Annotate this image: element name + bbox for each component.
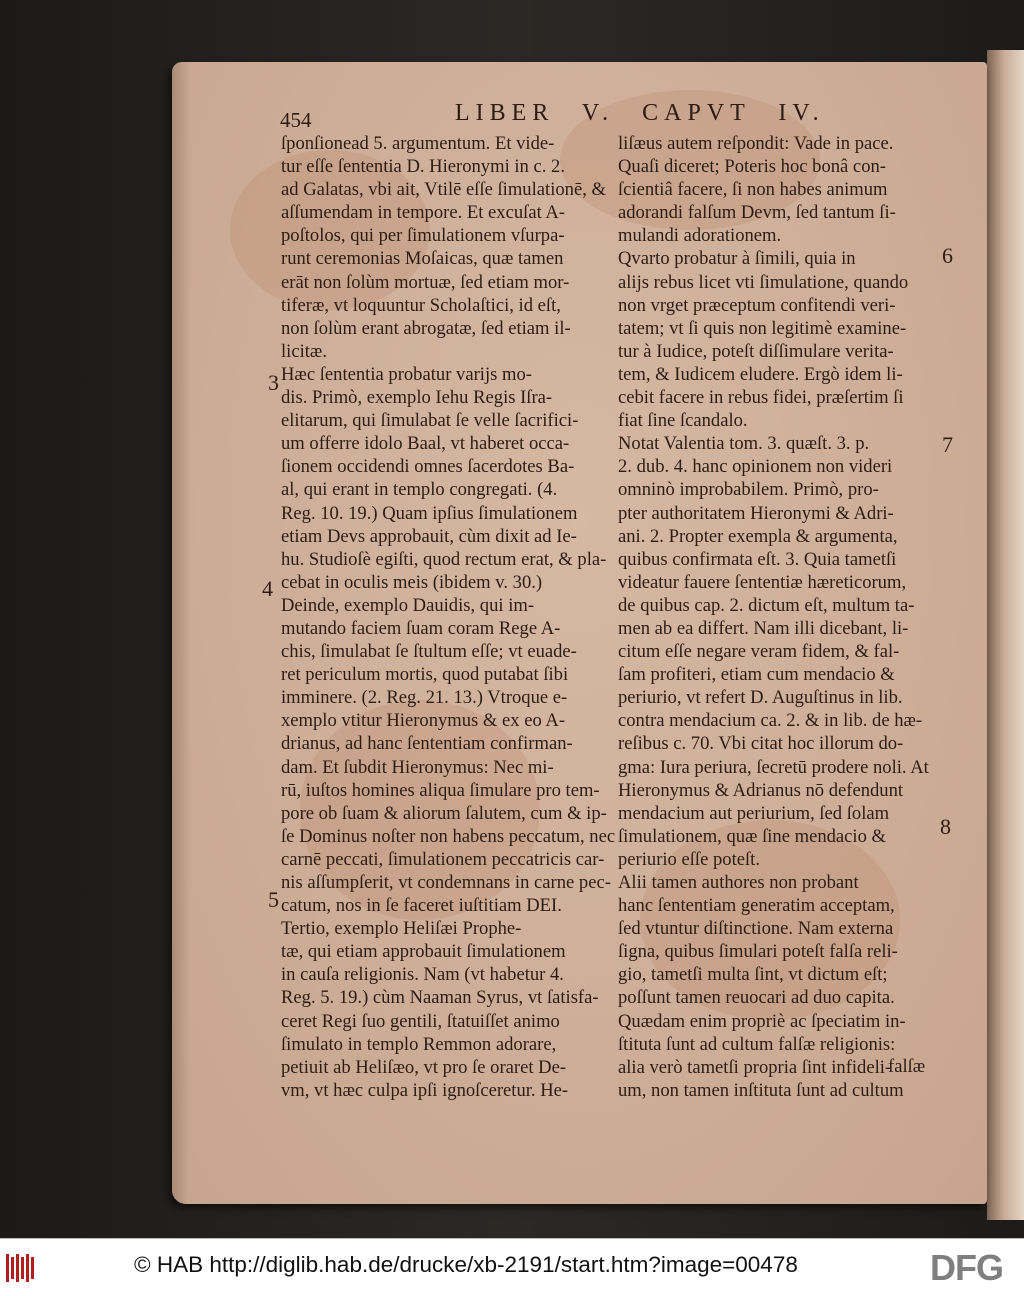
text-line: ceret Regi ſuo gentili, ſtatuiſſet animo <box>281 1010 560 1032</box>
text-line: elitarum, qui ſimulabat ſe velle ſacrifici- <box>281 410 579 432</box>
text-line: men ab ea differt. Nam illi dicebant, li- <box>618 617 909 639</box>
text-line: Quædam enim propriè ac ſpeciatim in- <box>618 1010 906 1032</box>
text-line: ſponſionead 5. argumentum. Et vide- <box>281 133 555 154</box>
text-line: omninò improbabilem. Primò, pro- <box>618 479 879 501</box>
dfg-logo: DFG <box>930 1247 1003 1288</box>
hab-logo-icon <box>6 1254 38 1282</box>
text-line: cebit facere in rebus fidei, præſertim ſi <box>618 387 904 409</box>
text-line: ſe Dominus noſter non habens peccatum, nec <box>281 825 616 847</box>
text-line: de quibus cap. 2. dictum eſt, multum ta- <box>618 594 915 616</box>
text-line: ani. 2. Propter exempla & argumenta, <box>618 525 898 547</box>
text-line: ad Galatas, vbi ait, Vtilē eſſe ſimulationē, & <box>281 179 606 201</box>
text-line: catum, nos in ſe faceret iuſtitiam DEI. <box>281 895 562 917</box>
text-line: um offerre idolo Baal, vt haberet occa- <box>281 433 570 455</box>
text-line: alia verò tametſi propria ſint infideli- <box>618 1056 892 1078</box>
text-line: licitæ. <box>281 340 327 362</box>
text-line: Qvarto probatur à ſimili, quia in <box>618 248 856 270</box>
text-line: poſtolos, qui per ſimulationem vſurpa- <box>281 225 565 247</box>
text-line: Quaſi diceret; Poteris hoc bonâ con- <box>618 156 886 178</box>
text-line: contra mendacium ca. 2. & in lib. de hæ- <box>618 710 923 732</box>
text-line: rū, iuſtos homines aliqua ſimulare pro tem- <box>281 779 600 801</box>
text-line: ſtituta ſunt ad cultum falſæ religionis: <box>618 1033 896 1055</box>
text-line: alijs rebus licet vti ſimulatione, quando <box>618 271 909 293</box>
text-line: hu. Studioſè egiſti, quod rectum erat, & pla- <box>281 548 607 570</box>
text-line: petiuit ab Heliſæo, vt pro ſe oraret De- <box>281 1056 567 1078</box>
text-line: dis. Primò, exemplo Iehu Regis Iſra- <box>281 387 553 409</box>
footer-credit: © HAB http://diglib.hab.de/drucke/xb-2191/start.htm?image=00478 <box>134 1252 798 1277</box>
text-line: cebat in oculis meis (ibidem v. 30.) <box>281 571 543 593</box>
text-line: ret periculum mortis, quod putabat ſibi <box>281 664 569 686</box>
text-line: Reg. 10. 19.) Quam ipſius ſimulationem <box>281 502 578 524</box>
text-line: ſimulationem, quæ ſine mendacio & <box>618 825 887 847</box>
text-line: dam. Et ſubdit Hieronymus: Nec mi- <box>281 756 554 778</box>
margin-number: 6 <box>942 243 953 268</box>
page-number: 454 <box>280 108 312 132</box>
text-line: chis, ſimulabat ſe ſtultum eſſe; vt euade- <box>281 641 577 663</box>
text-line: imminere. (2. Reg. 21. 13.) Vtroque e- <box>281 687 568 709</box>
running-header: LIBER V. CAPVT IV. <box>455 100 825 126</box>
text-line: mendacium aut periurium, ſed ſolam <box>618 802 890 824</box>
text-line: non ſolùm erant abrogatæ, ſed etiam il- <box>281 317 571 339</box>
text-line: pter authoritatem Hieronymi & Adri- <box>618 502 894 524</box>
text-line: carnē peccati, ſimulationem peccatricis car- <box>281 848 605 870</box>
text-line: pore ob ſuam & aliorum ſalutem, cum & ip- <box>281 802 607 824</box>
margin-number: 3 <box>268 370 279 395</box>
text-line: Tertio, exemplo Heliſæi Prophe- <box>281 918 522 940</box>
margin-number: 8 <box>940 814 951 839</box>
text-line: in cauſa religionis. Nam (vt habetur 4. <box>281 964 564 986</box>
text-line: 2. dub. 4. hanc opinionem non videri <box>618 456 893 478</box>
text-line: Hieronymus & Adrianus nō defendunt <box>618 779 904 801</box>
margin-number: 5 <box>268 887 279 912</box>
text-line: vm, vt hæc culpa ipſi ignoſceretur. He- <box>281 1079 569 1101</box>
text-line: ſigna, quibus ſimulari poteſt falſa reli- <box>618 941 898 963</box>
text-line: periurio eſſe poteſt. <box>618 848 760 870</box>
text-line: Deinde, exemplo Dauidis, qui im- <box>281 594 535 616</box>
margin-number: 4 <box>262 576 273 601</box>
text-line: etiam Devs approbauit, cùm dixit ad Ie- <box>281 525 577 547</box>
text-line: Notat Valentia tom. 3. quæſt. 3. p. <box>618 433 870 455</box>
text-line: mutando faciem ſuam coram Rege A- <box>281 617 561 639</box>
text-line: tiferæ, vt loquuntur Scholaſtici, id eſt, <box>281 294 561 316</box>
text-line: runt ceremonias Moſaicas, quæ tamen <box>281 248 564 270</box>
text-line: tem, & Iudicem eludere. Ergò idem li- <box>618 363 903 385</box>
footer-bar <box>0 1238 1024 1296</box>
catchword: falſæ <box>888 1056 926 1077</box>
text-line: tæ, qui etiam approbauit ſimulationem <box>281 941 566 963</box>
text-line: Alii tamen authores non probant <box>618 872 859 893</box>
text-line: liſæus autem reſpondit: Vade in pace. <box>618 133 894 154</box>
text-line: ſcientiâ facere, ſi non habes animum <box>618 179 888 201</box>
text-line: fiat ſine ſcandalo. <box>618 410 748 432</box>
text-line: erāt non ſolùm mortuæ, ſed etiam mor- <box>281 271 570 293</box>
text-line: ſam profiteri, etiam cum mendacio & <box>618 664 895 686</box>
left-column <box>281 132 616 1102</box>
text-line: reſibus c. 70. Vbi citat hoc illorum do- <box>618 733 904 755</box>
text-line: tur à Iudice, poteſt diſſimulare verita- <box>618 340 894 362</box>
text-line: tatem; vt ſi quis non legitimè examine- <box>618 317 907 339</box>
margin-number: 7 <box>942 432 953 457</box>
text-line: ſed vtuntur diſtinctione. Nam externa <box>618 918 894 940</box>
text-line: ſionem occidendi omnes ſacerdotes Ba- <box>281 456 575 478</box>
text-line: drianus, ad hanc ſententiam confirman- <box>281 733 573 755</box>
page-edge <box>172 62 190 1204</box>
text-line: tur eſſe ſententia D. Hieronymi in c. 2. <box>281 156 565 178</box>
text-line: videatur fauere ſententiæ hæreticorum, <box>618 571 907 593</box>
text-line: um, non tamen inſtituta ſunt ad cultum <box>618 1079 904 1101</box>
book-gutter <box>987 50 1024 1220</box>
right-column <box>618 132 940 1102</box>
text-line: adorandi falſum Devm, ſed tantum ſi- <box>618 202 896 224</box>
text-line: mulandi adorationem. <box>618 225 782 247</box>
text-line: Hæc ſententia probatur varijs mo- <box>281 363 532 385</box>
text-line: gio, tametſi multa ſint, vt dictum eſt; <box>618 964 888 986</box>
text-line: ſimulato in templo Remmon adorare, <box>281 1033 557 1055</box>
text-line: nis aſſumpſerit, vt condemnans in carne pec- <box>281 872 611 893</box>
text-line: citum eſſe negare veram fidem, & fal- <box>618 641 900 663</box>
text-line: Reg. 5. 19.) cùm Naaman Syrus, vt ſatisfa- <box>281 987 599 1009</box>
text-line: gma: Iura periura, ſecretū prodere noli. At <box>618 756 929 778</box>
text-line: poſſunt tamen reuocari ad duo capita. <box>618 987 895 1009</box>
text-line: hanc ſententiam generatim acceptam, <box>618 895 895 917</box>
text-line: periurio, vt refert D. Auguſtinus in lib. <box>618 687 903 709</box>
text-line: xemplo vtitur Hieronymus & ex eo A- <box>281 710 566 732</box>
text-line: non vrget præceptum confitendi veri- <box>618 294 896 316</box>
text-line: al, qui erant in templo congregati. (4. <box>281 479 558 501</box>
text-line: aſſumendam in tempore. Et excuſat A- <box>281 202 565 224</box>
text-line: quibus confirmata eſt. 3. Quia tametſi <box>618 548 897 570</box>
